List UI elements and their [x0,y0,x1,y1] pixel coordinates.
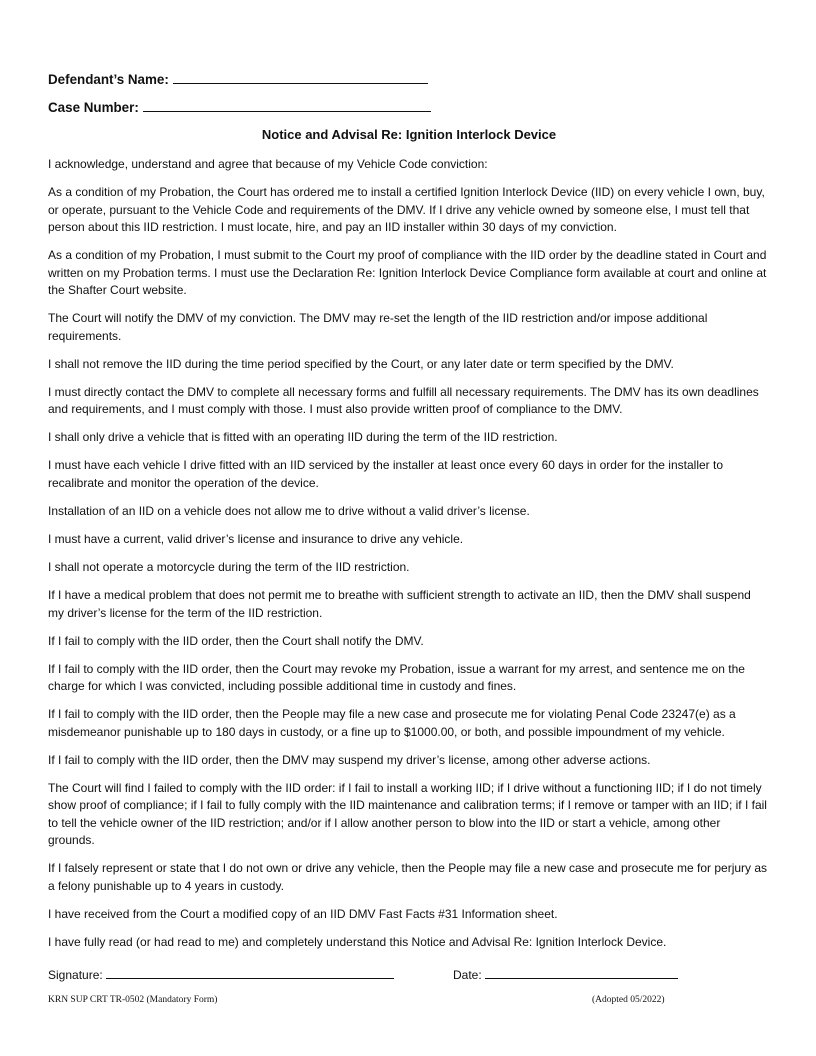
paragraph-fail-revoke: If I fail to comply with the IID order, then the Court may revoke my Probation, issue a warrant for my arrest, and sentence me on the charge for which I was convicted, including possible additional time in custody and fines. [48,661,745,694]
document-title: Notice and Advisal Re: Ignition Interlock Device [261,127,557,142]
case-number-field[interactable] [48,98,770,117]
date-field[interactable] [453,966,678,984]
adopted-date: (Adopted 05/2022) [592,995,665,1005]
paragraph-fail-notify: If I fail to comply with the IID order, then the Court shall notify the DMV. [48,633,424,648]
paragraph-motorcycle: I shall not operate a motorcycle during the term of the IID restriction. [48,560,410,574]
paragraph-acknowledgement: I acknowledge, understand and agree that because of my Vehicle Code conviction: [48,157,488,171]
paragraph-valid-license: Installation of an IID on a vehicle does not allow me to drive without a valid driver’s license. [48,504,530,519]
case-number-label: Case Number: [48,100,139,115]
paragraph-insurance: I must have a current, valid driver’s license and insurance to drive any vehicle. [48,532,464,547]
signature-label: Signature: [48,968,103,982]
paragraph-fail-suspend: If I fail to comply with the IID order, then the DMV may suspend my driver’s license, among other adverse actions. [48,752,651,767]
paragraph-service-60-days: I must have each vehicle I drive fitted with an IID serviced by the installer at least once every 60 days in order for the installer to recalibrate and monitor the operation of the device. [48,458,723,491]
date-line[interactable] [485,966,678,979]
date-label: Date: [453,968,482,982]
paragraph-medical: If I have a medical problem that does not permit me to breathe with sufficient strength to activate an IID, then the DMV shall suspend my driver’s license for the term of the IID restriction. [48,587,751,620]
paragraph-fail-prosecute: If I fail to comply with the IID order, then the People may file a new case and prosecute me for violating Penal Code 23247(e) as a misdemeanor punishable up to 180 days in custody, or a fine up to $1000.00, or both, and possible impoundment of my vehicle. [48,707,736,739]
paragraph-read-understand: I have fully read (or had read to me) and completely understand this Notice and Advisal Re: Ignition Interlock Device. [48,935,667,950]
defendant-name-line[interactable] [173,70,428,84]
paragraph-fast-facts: I have received from the Court a modified copy of an IID DMV Fast Facts #31 Information sheet. [48,907,558,922]
form-id: KRN SUP CRT TR-0502 (Mandatory Form) [48,995,218,1005]
case-number-line[interactable] [143,98,431,112]
paragraph-failure-grounds: The Court will find I failed to comply with the IID order: if I fail to install a working IID; if I drive without a functioning IID; if I do not timely show proof of compliance; if I fail to fully comply with the IID maintenance and calibration terms; if I remove or tamper with an IID; if I fail to tell the vehicle owner of the IID restriction; and/or if I allow another person to blow into the IID or start a vehicle, among other grounds. [48,780,767,848]
paragraph-perjury: If I falsely represent or state that I do not own or drive any vehicle, then the People may file a new case and prosecute me for perjury as a felony punishable up to 4 years in custody. [48,861,768,894]
paragraph-proof-of-compliance: As a condition of my Probation, I must submit to the Court my proof of compliance with the IID order by the deadline stated in Court and written on my Probation terms. I must use the Declaration Re: Ignition Interlock Device Compliance form available at court and online at the Shafter Court website. [48,248,767,298]
defendant-name-label: Defendant’s Name: [48,72,169,87]
paragraph-contact-dmv: I must directly contact the DMV to complete all necessary forms and fulfill all necessary requirements. The DMV has its own deadlines and requirements, and I must comply with those. I must also provide written proof of compliance to the DMV. [48,384,759,417]
paragraph-install-condition: As a condition of my Probation, the Court has ordered me to install a certified Ignition Interlock Device (IID) on every vehicle I own, buy, or operate, pursuant to the Vehicle Code and requirements of the DMV. If I drive any vehicle owned by someone else, I must tell that person about this IID restriction. I must locate, hire, and pay an IID installer within 30 days of my conviction. [48,184,765,235]
form-page [48,70,770,962]
signature-line[interactable] [106,966,394,979]
defendant-name-field[interactable] [48,70,770,89]
paragraph-only-drive-iid: I shall only drive a vehicle that is fitted with an operating IID during the term of the IID restriction. [48,430,558,445]
paragraph-no-removal: I shall not remove the IID during the time period specified by the Court, or any later date or term specified by the DMV. [48,356,674,371]
paragraph-dmv-notify: The Court will notify the DMV of my conviction. The DMV may re-set the length of the IID restriction and/or impose additional requirements. [48,311,708,343]
signature-field[interactable] [48,966,394,984]
